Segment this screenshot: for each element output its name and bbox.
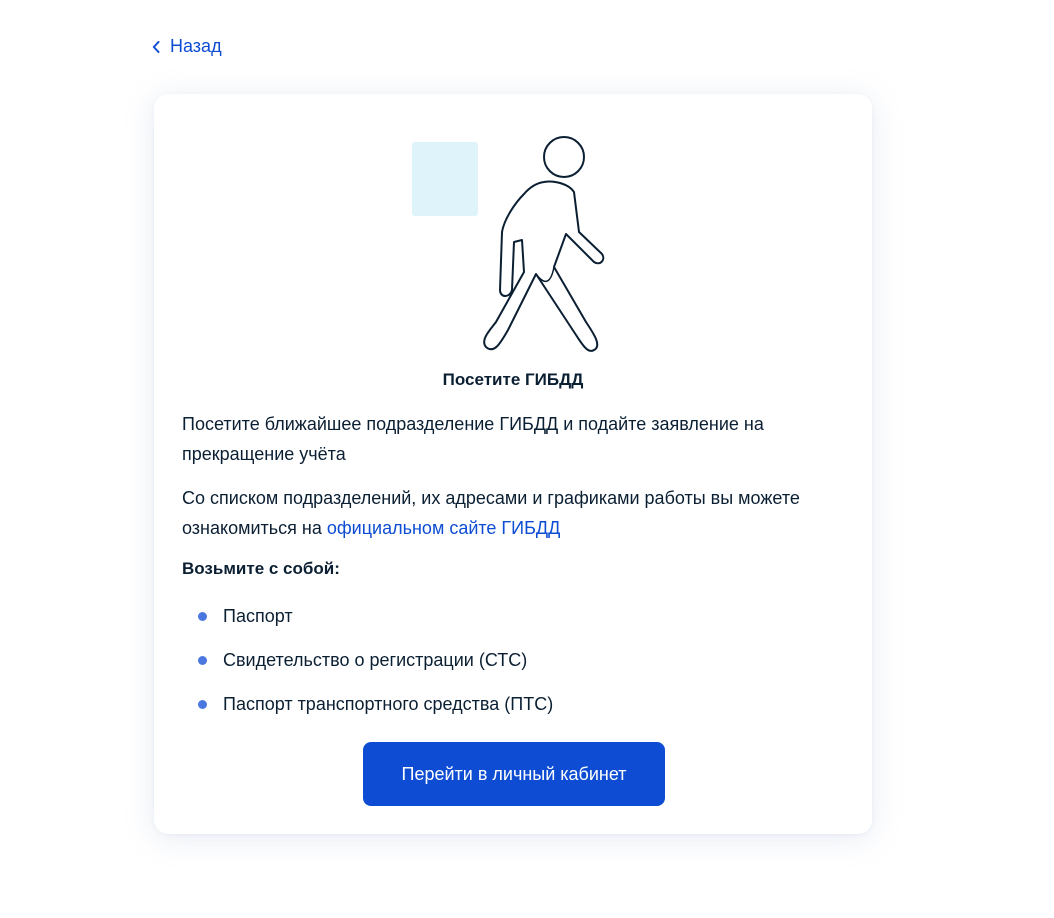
back-link-label: Назад xyxy=(170,36,222,56)
illustration-body xyxy=(484,181,603,350)
go-to-account-button[interactable]: Перейти в личный кабинет xyxy=(363,742,665,806)
instruction-text: Посетите ближайшее подразделение ГИБДД и подайте заявление на прекращение учёта xyxy=(182,414,764,464)
bullet-icon xyxy=(198,612,207,621)
info-card xyxy=(154,94,872,834)
list-item xyxy=(198,638,553,682)
list-item xyxy=(198,594,553,638)
bullet-icon xyxy=(198,700,207,709)
document-label: Паспорт транспортного средства (ПТС) xyxy=(223,693,554,714)
documents-list xyxy=(198,594,553,726)
document-label: Паспорт xyxy=(223,605,293,626)
take-with-you-heading: Возьмите с собой: xyxy=(182,559,340,578)
document-label: Свидетельство о регистрации (СТС) xyxy=(223,649,528,670)
offices-info-prefix: Со списком подразделений, их адресами и графиками работы вы можете ознакомиться на xyxy=(182,488,800,538)
back-link[interactable] xyxy=(152,36,222,57)
offices-info-text xyxy=(182,483,822,543)
bullet-icon xyxy=(198,656,207,665)
list-item xyxy=(198,682,553,726)
illustration-accent-square xyxy=(412,142,478,216)
illustration-head xyxy=(544,137,584,177)
chevron-left-icon xyxy=(152,41,160,53)
card-title: Посетите ГИБДД xyxy=(442,370,584,389)
walking-person-icon xyxy=(404,132,624,362)
official-site-link[interactable]: официальном сайте ГИБДД xyxy=(326,518,561,538)
